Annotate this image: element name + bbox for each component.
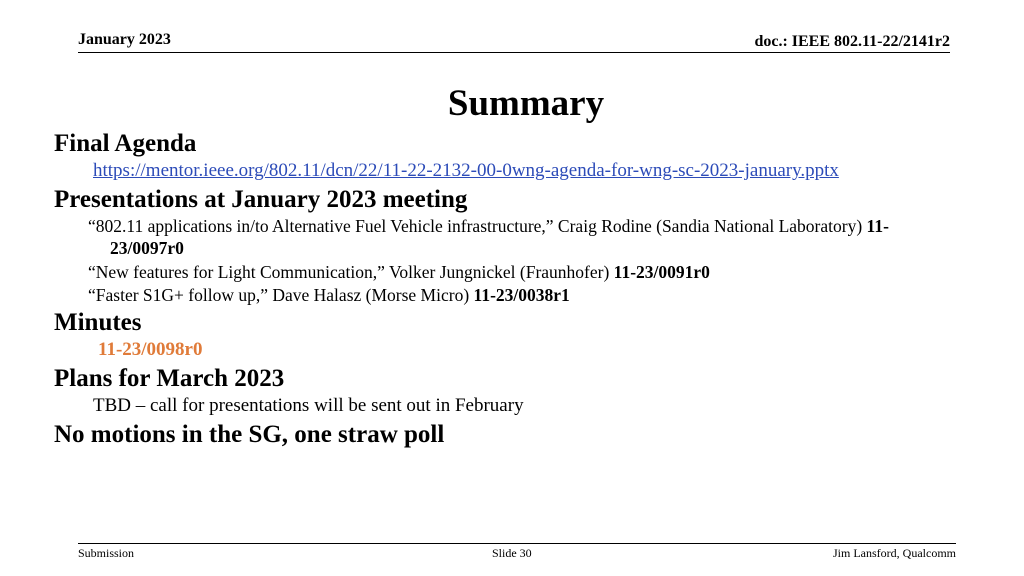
footer-divider: [78, 543, 956, 544]
presentations-heading: Presentations at January 2023 meeting: [54, 186, 468, 213]
plans-heading: Plans for March 2023: [54, 365, 285, 392]
slide-title: Summary: [447, 83, 605, 124]
presentation-1-ref-continued: 23/0097r0: [110, 238, 184, 258]
footer-slide-number: Slide 30: [492, 546, 532, 560]
agenda-heading: Final Agenda: [54, 130, 197, 157]
presentation-1-ref: 11-: [866, 216, 889, 236]
motions-text: No motions in the SG, one straw poll: [54, 421, 445, 448]
minutes-ref[interactable]: 11-23/0098r0: [98, 339, 203, 360]
footer-submission: Submission: [78, 546, 135, 560]
header-date: January 2023: [78, 31, 171, 48]
header-divider: [78, 52, 950, 53]
presentation-3-text: “Faster S1G+ follow up,” Dave Halasz (Morse Micro): [88, 285, 474, 305]
header-doc-number: doc.: IEEE 802.11-22/2141r2: [754, 33, 950, 50]
plans-text: TBD – call for presentations will be sent out in February: [93, 395, 524, 416]
agenda-link[interactable]: https://mentor.ieee.org/802.11/dcn/22/11-22-2132-00-0wng-agenda-for-wng-sc-2023-january.pptx: [93, 160, 839, 181]
presentation-item-2: [88, 261, 710, 283]
minutes-heading: Minutes: [54, 309, 142, 336]
presentation-2-ref: 11-23/0091r0: [613, 262, 710, 282]
agenda-link-row: [93, 160, 839, 182]
presentation-item-3: [88, 284, 570, 306]
presentation-item-1: [88, 215, 889, 237]
footer-author: Jim Lansford, Qualcomm: [833, 546, 956, 560]
presentation-1-text: “802.11 applications in/to Alternative Fuel Vehicle infrastructure,” Craig Rodine (Sandia National Laboratory): [88, 216, 867, 236]
presentation-2-text: “New features for Light Communication,” Volker Jungnickel (Fraunhofer): [88, 262, 614, 282]
presentation-3-ref: 11-23/0038r1: [473, 285, 570, 305]
